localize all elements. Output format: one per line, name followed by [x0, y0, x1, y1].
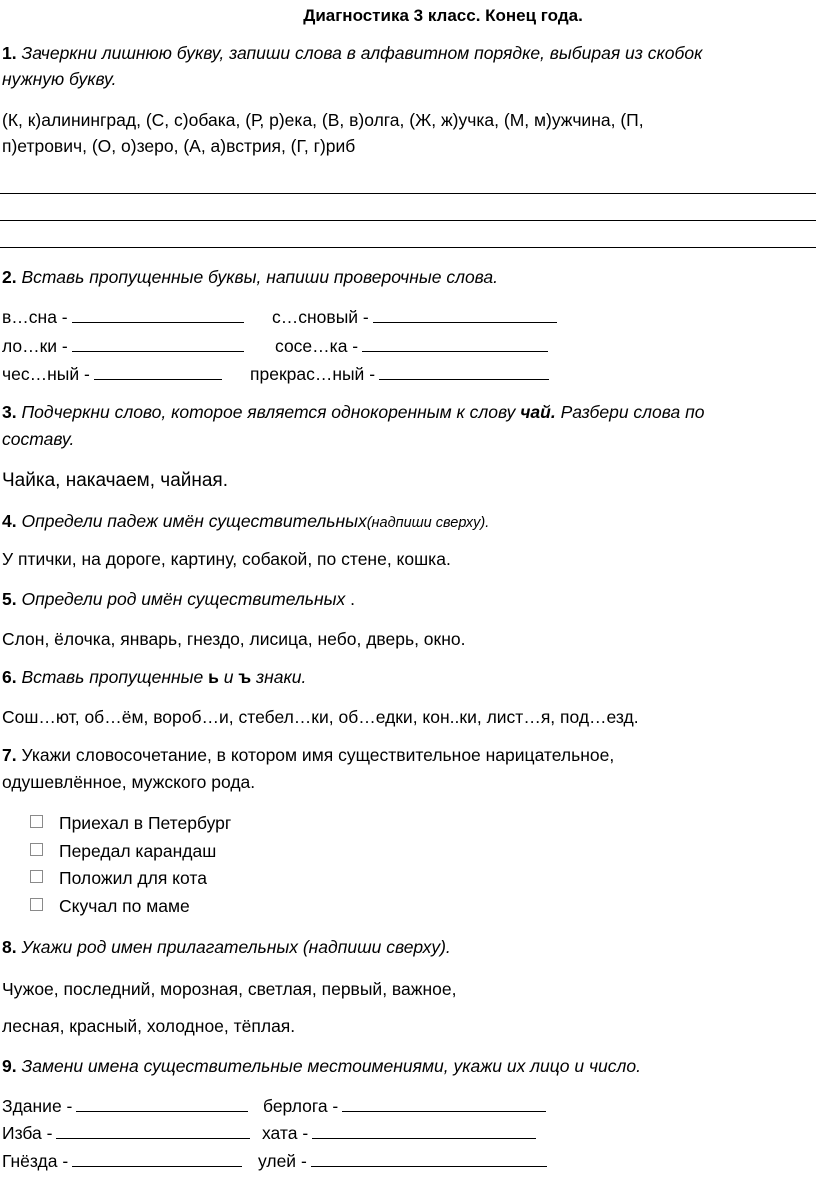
q2-instruction: Вставь пропущенные буквы, напиши проверочные слова.: [21, 267, 499, 287]
q9-word: берлога -: [263, 1096, 339, 1116]
checkbox-icon[interactable]: [30, 898, 43, 911]
answer-line-1[interactable]: [0, 193, 816, 194]
q2-word: сосе…ка -: [275, 336, 359, 356]
checkbox-icon[interactable]: [30, 843, 43, 856]
q7-option[interactable]: [30, 868, 207, 889]
q1-text-line1: (К, к)алининград, (С, с)обака, (Р, р)ека, (В, в)олга, (Ж, ж)учка, (М, м)ужчина, (П,: [2, 110, 644, 130]
q2-row: [272, 307, 557, 328]
q2-row: [2, 336, 244, 357]
q1-instruction-line1: [2, 43, 702, 64]
q8-instruction: Укажи род имен прилагательных (надпиши сверху).: [21, 937, 451, 957]
q3-words: Чайка, накачаем, чайная.: [2, 470, 228, 491]
q7-option[interactable]: [30, 841, 216, 862]
q7-option-label: Положил для кота: [59, 868, 207, 888]
q6-number: 6.: [2, 667, 17, 687]
q9-row: [2, 1096, 248, 1117]
answer-blank[interactable]: [373, 308, 557, 323]
q5-words: Слон, ёлочка, январь, гнездо, лисица, небо, дверь, окно.: [2, 629, 466, 649]
q2-word: с…сновый -: [272, 307, 369, 327]
q7-instruction-line2: одушевлённое, мужского рода.: [2, 772, 256, 792]
q1-instruction: Зачеркни лишнюю букву, запиши слова в алфавитном порядке, выбирая из скобок: [21, 43, 703, 63]
q9-number: 9.: [2, 1056, 17, 1076]
q2-number: 2.: [2, 267, 17, 287]
q7-number: 7.: [2, 745, 17, 765]
q6-instruction-line: [2, 667, 306, 688]
q9-row: [2, 1123, 250, 1144]
q2-row: [275, 336, 548, 357]
q3-instruction-line2: составу.: [2, 429, 75, 449]
q3-instruction-line1: [2, 402, 705, 423]
q2-word: чес…ный -: [2, 364, 90, 384]
answer-blank[interactable]: [56, 1124, 250, 1139]
answer-blank[interactable]: [342, 1097, 546, 1112]
q6-sign-hard: ъ: [238, 667, 252, 687]
q9-word: Изба -: [2, 1123, 53, 1143]
q2-instruction-line: [2, 267, 498, 288]
q7-instruction: Укажи словосочетание, в котором имя существительное нарицательное,: [21, 745, 615, 765]
q9-word: хата -: [262, 1123, 309, 1143]
q3-keyword: чай.: [520, 402, 556, 422]
q7-option-label: Скучал по маме: [59, 896, 190, 916]
checkbox-icon[interactable]: [30, 815, 43, 828]
q9-word: Гнёзда -: [2, 1151, 69, 1171]
q7-instruction-line1: [2, 745, 614, 766]
q9-row: [263, 1096, 546, 1117]
q8-words-line1: Чужое, последний, морозная, светлая, первый, важное,: [2, 979, 457, 999]
answer-blank[interactable]: [76, 1097, 248, 1112]
q7-option[interactable]: [30, 813, 231, 834]
q7-option[interactable]: [30, 896, 190, 917]
q1-number: 1.: [2, 43, 17, 63]
checkbox-icon[interactable]: [30, 870, 43, 883]
answer-blank[interactable]: [362, 337, 548, 352]
q7-option-label: Приехал в Петербург: [59, 813, 232, 833]
q3-instruction-a: Подчеркни слово, которое является однокоренным к слову: [21, 402, 516, 422]
q5-dot: .: [350, 589, 355, 609]
answer-blank[interactable]: [94, 365, 222, 380]
q6-and: и: [223, 667, 234, 687]
q9-row: [2, 1151, 242, 1172]
q5-instruction: Определи род имён существительных: [21, 589, 346, 609]
answer-blank[interactable]: [312, 1124, 536, 1139]
q4-words: У птички, на дороге, картину, собакой, по стене, кошка.: [2, 549, 451, 569]
answer-blank[interactable]: [379, 365, 549, 380]
answer-blank[interactable]: [311, 1152, 547, 1167]
q8-number: 8.: [2, 937, 17, 957]
answer-blank[interactable]: [72, 308, 244, 323]
q9-instruction: Замени имена существительные местоимениями, укажи их лицо и число.: [21, 1056, 641, 1076]
q2-word: ло…ки -: [2, 336, 68, 356]
q4-instruction: Определи падеж имён существительных: [21, 511, 367, 531]
q1-instruction-line2: нужную букву.: [2, 69, 117, 89]
q2-row: [2, 307, 244, 328]
q9-word: улей -: [258, 1151, 307, 1171]
q7-option-label: Передал карандаш: [59, 841, 217, 861]
answer-blank[interactable]: [72, 1152, 242, 1167]
q6-sign-soft: ь: [208, 667, 219, 687]
answer-line-3[interactable]: [0, 247, 816, 248]
q2-row: [250, 364, 549, 385]
q6-words: Сош…ют, об…ём, вороб…и, стебел…ки, об…едки, кон..ки, лист…я, под…езд.: [2, 707, 639, 727]
q5-instruction-line: [2, 589, 355, 610]
q5-number: 5.: [2, 589, 17, 609]
answer-blank[interactable]: [72, 337, 244, 352]
q2-word: в…сна -: [2, 307, 68, 327]
q8-words-line2: лесная, красный, холодное, тёплая.: [2, 1016, 296, 1036]
q8-instruction-line: [2, 937, 451, 958]
q6-instruction-a: Вставь пропущенные: [21, 667, 204, 687]
page-title: Диагностика 3 класс. Конец года.: [303, 6, 583, 25]
q9-instruction-line: [2, 1056, 641, 1077]
q3-instruction-b: Разбери слова по: [560, 402, 705, 422]
q9-row: [258, 1151, 547, 1172]
q2-word: прекрас…ный -: [250, 364, 376, 384]
answer-line-2[interactable]: [0, 220, 816, 221]
q3-number: 3.: [2, 402, 17, 422]
q1-text-line2: п)етрович, (О, о)зеро, (А, а)встрия, (Г, г)риб: [2, 136, 356, 156]
q6-instruction-b: знаки.: [255, 667, 307, 687]
q9-word: Здание -: [2, 1096, 73, 1116]
q4-instruction-line: [2, 511, 489, 532]
q9-row: [262, 1123, 536, 1144]
q4-number: 4.: [2, 511, 17, 531]
q4-note: (надпиши сверху).: [366, 515, 490, 531]
q2-row: [2, 364, 222, 385]
